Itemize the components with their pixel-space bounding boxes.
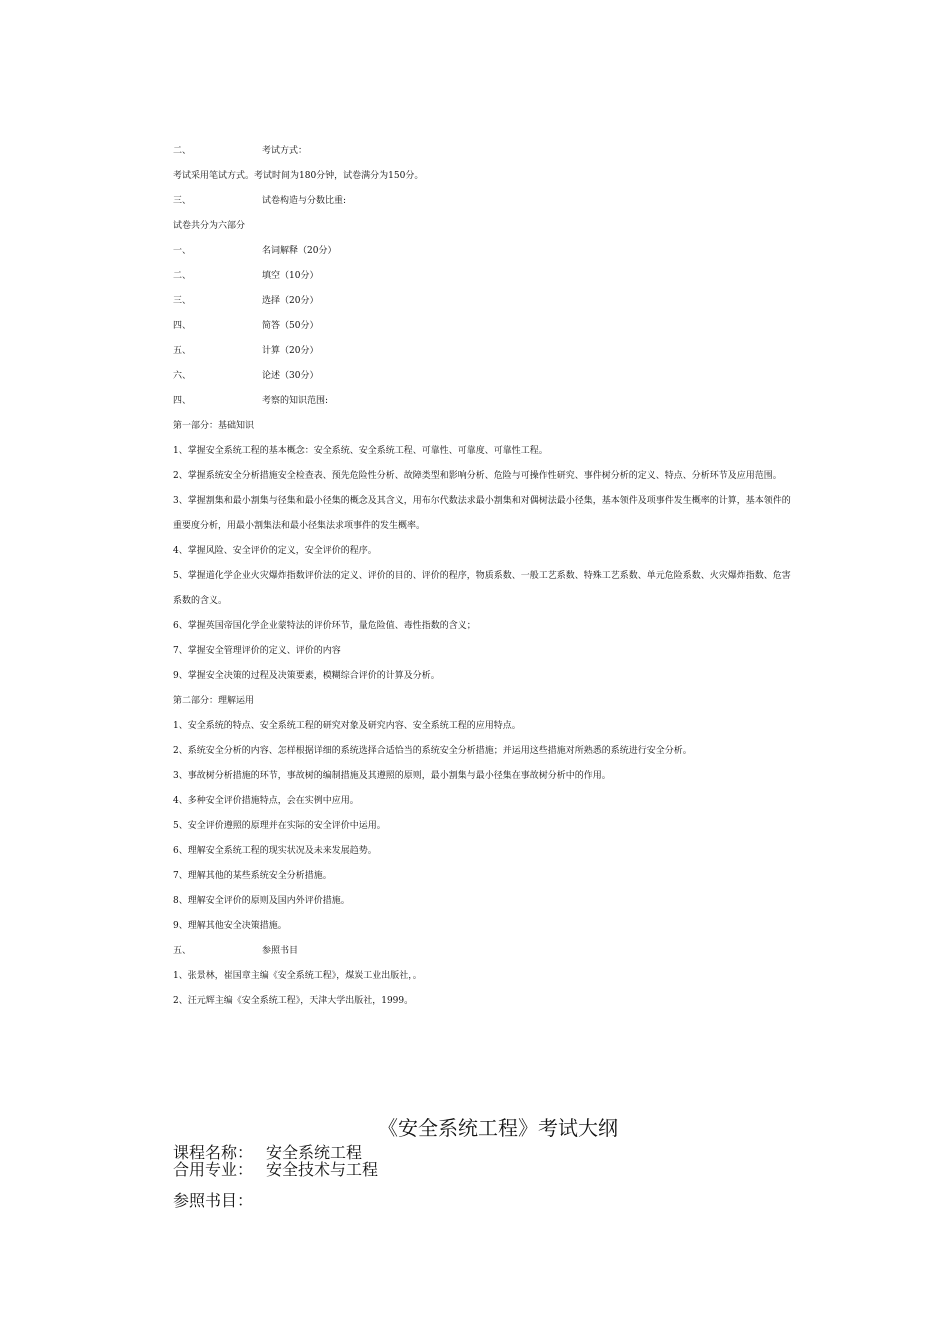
section-heading-scope (173, 389, 793, 414)
exam-outline-body (173, 139, 793, 1014)
part1-item: 9、掌握安全决策的过程及决策要素，模糊综合评价的计算及分析。 (173, 671, 440, 681)
part-text: 选择（20分） (262, 296, 319, 306)
section-number: 四、 (173, 396, 192, 406)
exam-mode-text: 考试采用笔试方式。考试时间为180分钟，试卷满分为150分。 (173, 171, 424, 181)
outline-header-block (173, 1112, 833, 1211)
part-number: 三、 (173, 296, 192, 306)
section-heading-references (173, 939, 793, 964)
part-item (173, 239, 793, 264)
part-text: 简答（50分） (262, 321, 319, 331)
part-item (173, 289, 793, 314)
part1-item: 3、掌握割集和最小割集与径集和最小径集的概念及其含义，用布尔代数法求最小割集和对偶树法最小径集，基本领件及项事件发生概率的计算，基本领件的重要度分析，用最小割集法和最小径集法求项事件的发生概率。 (173, 496, 791, 531)
section-title: 参照书目 (262, 946, 299, 956)
section-number: 二、 (173, 146, 192, 156)
part2-item: 5、安全评价遵照的原理并在实际的安全评价中运用。 (173, 821, 386, 831)
reference-item: 2、汪元辉主编《安全系统工程》，天津大学出版社，1999。 (173, 996, 414, 1006)
part-text: 填空（10分） (262, 271, 319, 281)
part2-item: 1、安全系统的特点、安全系统工程的研究对象及研究内容、安全系统工程的应用特点。 (173, 721, 521, 731)
part-text: 名词解释（20分） (262, 246, 337, 256)
part2-item: 4、多种安全评价措施特点，会在实例中应用。 (173, 796, 359, 806)
part1-item: 2、掌握系统安全分析措施安全检查表、预先危险性分析、故障类型和影响分析、危险与可操作性研究、事件树分析的定义、特点、分析环节及应用范围。 (173, 471, 782, 481)
major-value: 安全技术与工程 (266, 1160, 379, 1179)
part-number: 四、 (173, 321, 192, 331)
part1-item: 1、掌握安全系统工程的基本概念：安全系统、安全系统工程、可靠性、可靠度、可靠性工程。 (173, 446, 548, 456)
part-number: 六、 (173, 371, 192, 381)
references-label: 参照书目： (173, 1191, 254, 1210)
part2-item: 9、理解其他安全决策措施。 (173, 921, 287, 931)
part-item (173, 339, 793, 364)
part2-title: 第二部分：理解运用 (173, 696, 255, 706)
part-item (173, 264, 793, 289)
document-title: 《安全系统工程》考试大纲 (378, 1116, 618, 1140)
section-number: 五、 (173, 946, 192, 956)
section-number: 三、 (173, 196, 192, 206)
part-item (173, 314, 793, 339)
part1-item: 6、掌握英国帝国化学企业蒙特法的评价环节，量危险值、毒性指数的含义； (173, 621, 476, 631)
course-name-label: 课程名称： (173, 1143, 254, 1162)
course-name-value: 安全系统工程 (266, 1143, 363, 1162)
part2-item: 6、理解安全系统工程的现实状况及未来发展趋势。 (173, 846, 377, 856)
part2-item: 2、系统安全分析的内容、怎样根据详细的系统选择合适恰当的系统安全分析措施；并运用这些措施对所熟悉的系统进行安全分析。 (173, 746, 692, 756)
section-heading-structure (173, 189, 793, 214)
major-row (173, 1161, 833, 1178)
section-title: 考试方式： (262, 146, 308, 156)
parts-intro: 试卷共分为六部分 (173, 221, 246, 231)
part-number: 一、 (173, 246, 192, 256)
part2-item: 7、理解其他的某些系统安全分析措施。 (173, 871, 332, 881)
part-number: 二、 (173, 271, 192, 281)
part1-item: 4、掌握风险、安全评价的定义，安全评价的程序。 (173, 546, 377, 556)
part1-title: 第一部分：基础知识 (173, 421, 255, 431)
part1-item: 7、掌握安全管理评价的定义、评价的内容 (173, 646, 341, 656)
part2-item: 8、理解安全评价的原则及国内外评价措施。 (173, 896, 350, 906)
part-item (173, 364, 793, 389)
section-title: 考察的知识范围: (262, 396, 329, 406)
part2-item: 3、事故树分析措施的环节，事故树的编制措施及其遵照的原则，最小割集与最小径集在事故树分析中的作用。 (173, 771, 611, 781)
major-label: 合用专业： (173, 1160, 254, 1179)
part-number: 五、 (173, 346, 192, 356)
course-name-row (173, 1144, 833, 1161)
part-text: 论述（30分） (262, 371, 319, 381)
section-heading-exam-mode (173, 139, 793, 164)
section-title: 试卷构造与分数比重: (262, 196, 347, 206)
part-text: 计算（20分） (262, 346, 319, 356)
reference-item: 1、张景林，崔国章主编《安全系统工程》，煤炭工业出版社，。 (173, 971, 422, 981)
part1-item: 5、掌握道化学企业火灾爆炸指数评价法的定义、评价的目的、评价的程序，物质系数、一般工艺系数、特殊工艺系数、单元危险系数、火灾爆炸指数、危害系数的含义。 (173, 571, 791, 606)
